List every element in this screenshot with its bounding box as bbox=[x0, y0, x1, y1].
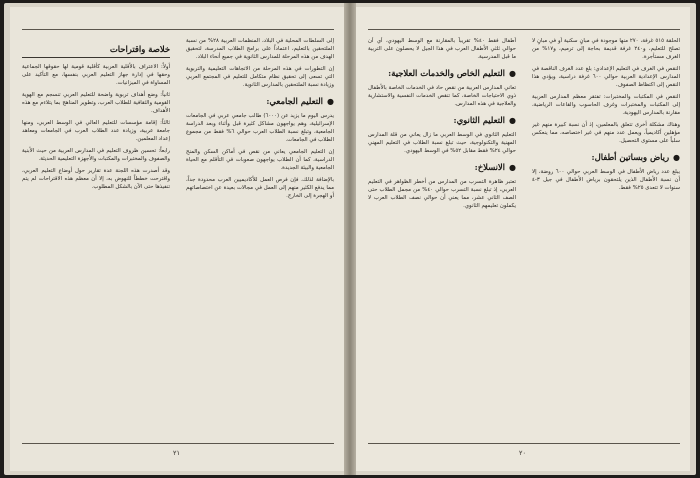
right-page-right-column bbox=[532, 37, 680, 437]
paragraph: وقد أصدرت هذه اللجنة عدة تقارير حول أوضاع التعليم العربي، واقترحت خططاً للنهوض به، إلا أن معظم هذه الاقتراحات لم يتم تنفيذها حتى الآن بالشكل المطلوب. bbox=[22, 168, 170, 190]
paragraph: يدرس اليوم ما يزيد عن (٦٠٠٠) طالب جامعي عربي في الجامعات الإسرائيلية، وهم يواجهون مشاكل كثيرة قبل وأثناء وبعد الدراسة الجامعية، وتبلغ نسبة الطلاب العرب حوالي ٦% فقط من مجموع الطلاب في الجامعات. bbox=[186, 113, 334, 143]
bottom-rule bbox=[22, 443, 334, 444]
bullet-icon: ● bbox=[673, 152, 680, 162]
paragraph: يبلغ عدد رياض الأطفال في الوسط العربي حوالي ٦٠٠ روضة، إلا أن نسبة الأطفال الذين يلتحقون برياض الأطفال في جيل ٣-٤ سنوات لا تتعدى ٢٥% فقط. bbox=[532, 169, 680, 191]
left-page-left-column bbox=[22, 37, 170, 437]
bullet-icon: ● bbox=[509, 162, 516, 172]
paragraph: ثانياً: وضع أهداف تربوية واضحة للتعليم العربي تنسجم مع الهوية القومية والثقافية للطلاب العرب، وتطوير المناهج بما يتلاءم مع هذه الأهداف. bbox=[22, 92, 170, 114]
right-page-left-column bbox=[368, 37, 516, 437]
book-gutter bbox=[344, 3, 356, 475]
section-heading-special-education: ●التعليم الخاص والخدمات العلاجية: bbox=[388, 68, 516, 78]
paragraph: إلى السلطات المحلية في البلاد، المنظمات العربية ٢٨% من نسبة الملتحقين بالتعليم، اعتماداً على برامج الطلاب المدرسة، لتحقيق الهدف من هذه المرحلة للمدارس الثانوية في جميع أنحاء البلاد. bbox=[186, 38, 334, 60]
paragraph: إن التطورات في هذه المرحلة من الاتجاهات التعليمية والتربوية التي تسعى إلى تحقيق نظام متكامل للتعليم في المجتمع العربي وزيادة نسبة الملتحقين بالمدارس الثانوية. bbox=[186, 66, 334, 88]
paragraph: الحلقة ٥١٥ غرفة، ٢٧٠ منها موجودة في مبانٍ سكنية أو في مبانٍ لا تصلح للتعليم، و٢٤٠ غرفة قديمة بحاجة إلى ترميم، و١٧% من الغرف مستأجرة. bbox=[532, 38, 680, 60]
top-rule bbox=[22, 29, 334, 30]
top-rule bbox=[368, 29, 680, 30]
section-heading-conclusion: خلاصة واقتراحات bbox=[22, 43, 170, 58]
paragraph: إن التعليم الجامعي يعاني من نقص في أماكن السكن والمنح الدراسية، كما أن الطلاب يواجهون صعوبات في التأقلم مع الحياة الجامعية والبيئة الجديدة. bbox=[186, 149, 334, 171]
paragraph: وهناك مشكلة أخرى تتعلق بالمعلمين، إذ أن نسبة كبيرة منهم غير مؤهلين أكاديمياً، ويعمل عدد منهم في غير اختصاصه، مما ينعكس سلباً على مستوى التحصيل. bbox=[532, 122, 680, 144]
paragraph: النقص في المكتبات والمختبرات: تفتقر معظم المدارس العربية إلى المكتبات والمختبرات وغرف الحاسوب والقاعات الرياضية، مقارنة بالمدارس اليهودية. bbox=[532, 94, 680, 116]
paragraph: أولاً: الاعتراف بالأقلية العربية كأقلية قومية لها حقوقها الجماعية وحقها في إدارة جهاز التعليم العربي بنفسها، مع التأكيد على المساواة في الميزانيات. bbox=[22, 64, 170, 86]
paragraph: التعليم الثانوي في الوسط العربي ما زال يعاني من قلة المدارس المهنية والتكنولوجية، حيث تبلغ نسبة الطلاب في التعليم المهني حوالي ٢٤% فقط مقابل ٥٢% في الوسط اليهودي. bbox=[368, 132, 516, 154]
section-heading-kindergarten: ●رياض وبساتين أطفال: bbox=[591, 152, 680, 162]
section-heading-secondary: ●التعليم الثانوي: bbox=[453, 115, 516, 125]
book-spread bbox=[4, 3, 696, 475]
page-number: ٢٠ bbox=[519, 449, 526, 457]
section-heading-dropout: ●الانسلاخ: bbox=[474, 162, 516, 172]
paragraph: أطفال فقط ٤٠% تقريباً بالمقارنة مع الوسط اليهودي، أي أن حوالي ثلثي الأطفال العرب في هذا الجيل لا يحصلون على التربية ما قبل المدرسية. bbox=[368, 38, 516, 60]
paragraph: رابعاً: تحسين ظروف التعليم في المدارس العربية من حيث الأبنية والصفوف والمختبرات والمكتبات والأجهزة التعليمية الحديثة. bbox=[22, 148, 170, 162]
bullet-icon: ● bbox=[327, 96, 334, 106]
paragraph: تعتبر ظاهرة التسرب من المدارس من أخطر الظواهر في التعليم العربي، إذ تبلغ نسبة التسرب حوالي ٤٠% من مجمل الطلاب حتى الصف الثاني عشر، مما يعني أن حوالي نصف الطلاب العرب لا يكملون تعليمهم الثانوي. bbox=[368, 179, 516, 209]
paragraph: النقص في الغرف في التعليم الإعدادي: بلغ عدد الغرف الناقصة في المدارس الإعدادية العربية حوالي ٦٠٠ غرفة دراسية، ويؤدي هذا النقص إلى اكتظاظ الصفوف. bbox=[532, 66, 680, 88]
paragraph: تعاني المدارس العربية من نقص حاد في الخدمات الخاصة بالأطفال ذوي الاحتياجات الخاصة، كما تنقص الخدمات النفسية والاستشارية والعلاجية في هذه المدارس. bbox=[368, 85, 516, 107]
paragraph: ثالثاً: إقامة مؤسسات للتعليم العالي في الوسط العربي، ومنها جامعة عربية، وزيادة عدد الطلاب العرب في الجامعات ومعاهد إعداد المعلمين. bbox=[22, 120, 170, 142]
left-page-right-column bbox=[186, 37, 334, 437]
bottom-rule bbox=[368, 443, 680, 444]
paragraph: بالإضافة لذلك، فإن فرص العمل للأكاديميين العرب محدودة جداً، مما يدفع الكثير منهم إلى العمل في مجالات بعيدة عن اختصاصاتهم أو الهجرة إلى الخارج. bbox=[186, 177, 334, 199]
section-heading-university: ●التعليم الجامعي: bbox=[266, 96, 334, 106]
bullet-icon: ● bbox=[509, 115, 516, 125]
left-page bbox=[10, 7, 344, 471]
right-page bbox=[356, 7, 690, 471]
bullet-icon: ● bbox=[509, 68, 516, 78]
page-number: ٢١ bbox=[173, 449, 180, 457]
